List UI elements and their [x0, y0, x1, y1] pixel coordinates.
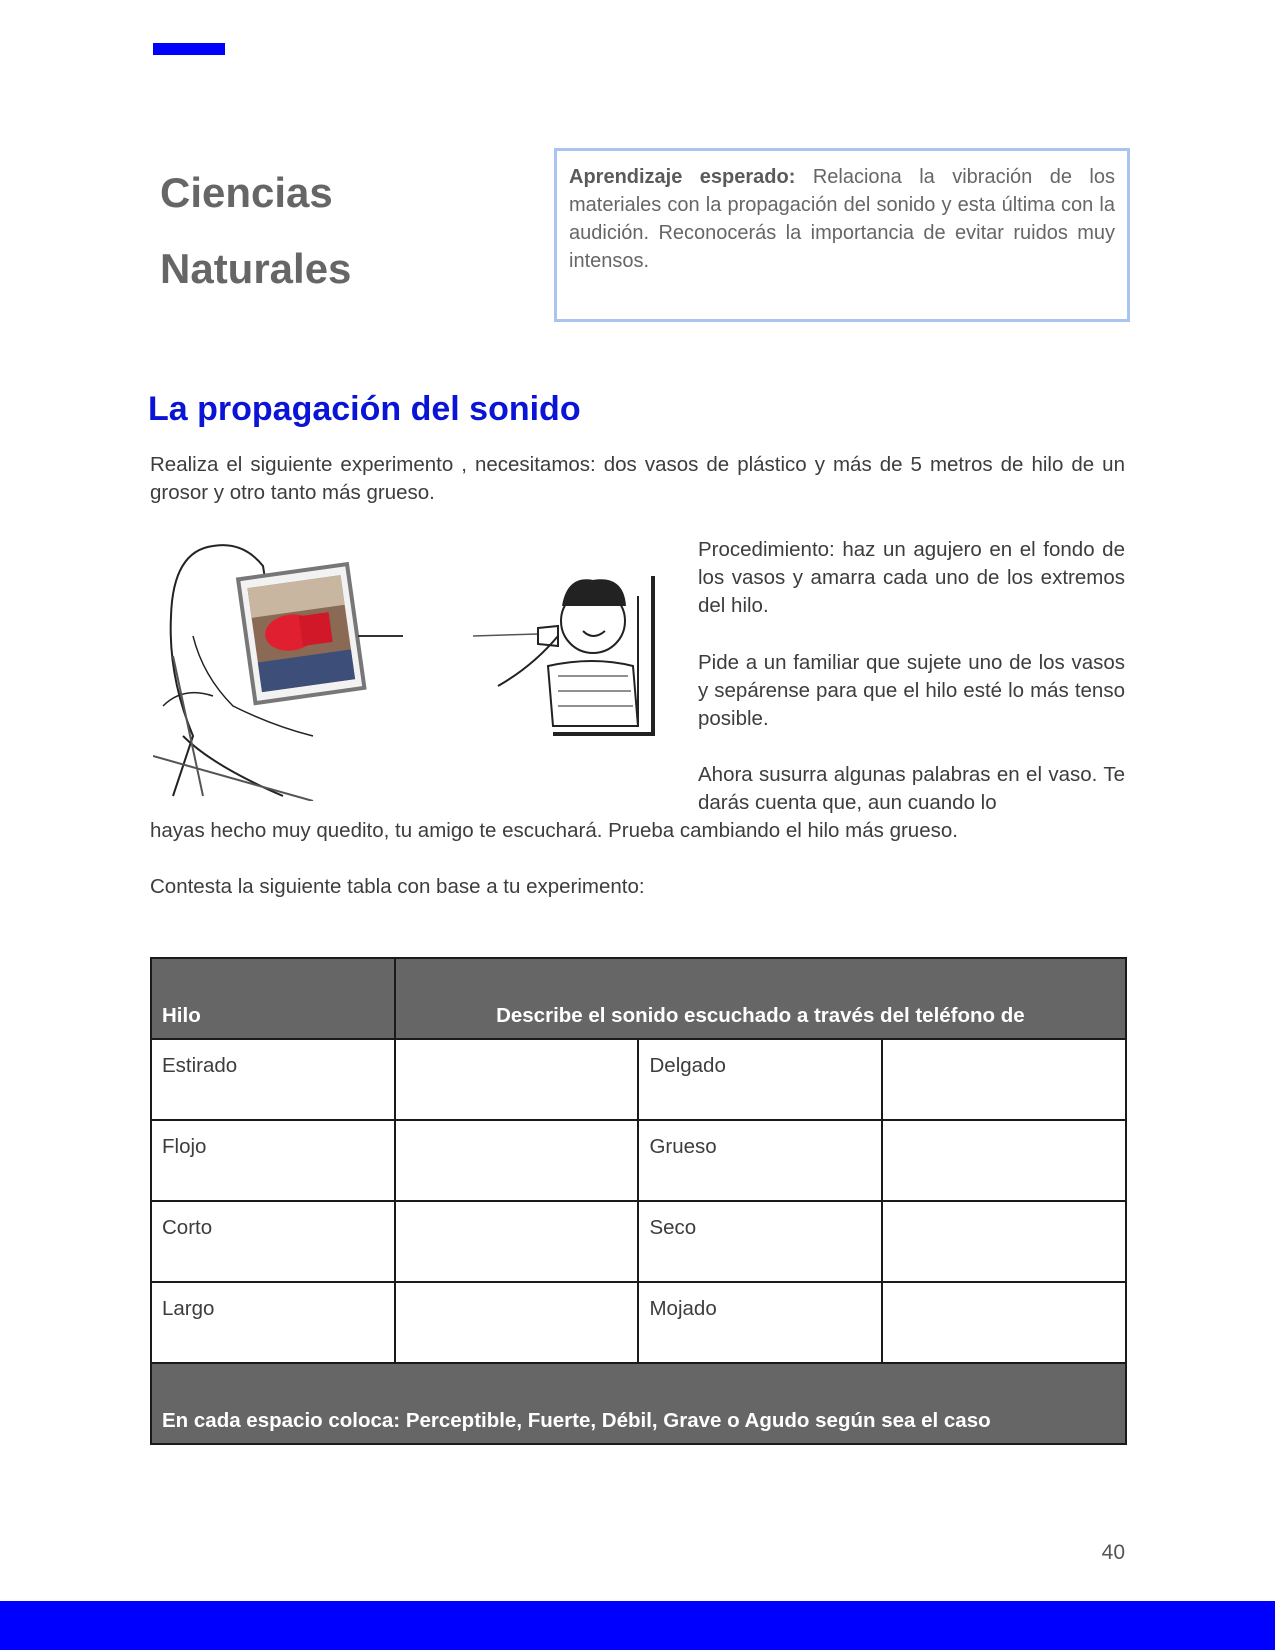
answer-cell[interactable]	[395, 1201, 639, 1282]
row-label-right: Mojado	[638, 1282, 882, 1363]
row-label-right: Seco	[638, 1201, 882, 1282]
procedure-step-3-continued: hayas hecho muy quedito, tu amigo te escuchará. Prueba cambiando el hilo más grueso.	[150, 819, 958, 842]
row-label-left: Flojo	[151, 1120, 395, 1201]
answer-cell[interactable]	[395, 1039, 639, 1120]
experiment-illustration	[153, 536, 683, 801]
row-label-right: Grueso	[638, 1120, 882, 1201]
subject-line-1: Ciencias	[160, 169, 333, 216]
table-header-row	[151, 958, 1126, 1039]
table-row	[151, 1282, 1126, 1363]
section-title: La propagación del sonido	[148, 390, 581, 428]
intro-paragraph: Realiza el siguiente experimento , necesitamos: dos vasos de plástico y más de 5 metros de hilo de un grosor y otro tanto más grueso.	[150, 453, 1125, 504]
answer-cell[interactable]	[395, 1120, 639, 1201]
procedure-step-3: Ahora susurra algunas palabras en el vaso. Te darás cuenta que, aun cuando lo	[698, 763, 1125, 814]
row-label-left: Largo	[151, 1282, 395, 1363]
procedure-step-2: Pide a un familiar que sujete uno de los vasos y sepárense para que el hilo esté lo más tenso posible.	[698, 651, 1125, 730]
learning-text: Relaciona la vibración de los materiales con la propagación del sonido y esta última con la audición. Reconocerás la importancia de evitar ruidos muy intensos.	[569, 166, 1115, 272]
answer-cell[interactable]	[882, 1120, 1126, 1201]
table-row	[151, 1039, 1126, 1120]
learning-objective-box	[554, 148, 1130, 322]
answer-cell[interactable]	[882, 1201, 1126, 1282]
page-number: 40	[1101, 1541, 1125, 1564]
header-hilo: Hilo	[151, 958, 395, 1039]
subject-title	[160, 155, 351, 307]
row-label-right: Delgado	[638, 1039, 882, 1120]
row-label-left: Estirado	[151, 1039, 395, 1120]
header-description: Describe el sonido escuchado a través del teléfono de	[395, 958, 1126, 1039]
procedure-step-1: Procedimiento: haz un agujero en el fondo de los vasos y amarra cada uno de los extremos del hilo.	[698, 538, 1125, 617]
row-label-left: Corto	[151, 1201, 395, 1282]
top-accent-bar	[153, 43, 225, 55]
learning-label: Aprendizaje esperado:	[569, 166, 796, 188]
answer-cell[interactable]	[882, 1039, 1126, 1120]
table-footer-note: En cada espacio coloca: Perceptible, Fuerte, Débil, Grave o Agudo según sea el caso	[151, 1363, 1126, 1444]
table-instruction: Contesta la siguiente tabla con base a tu experimento:	[150, 875, 645, 898]
photo-inset	[238, 564, 364, 703]
boy-figure	[498, 576, 653, 736]
experiment-table	[150, 957, 1127, 1445]
table-row	[151, 1201, 1126, 1282]
table-row	[151, 1120, 1126, 1201]
table-footer-row	[151, 1363, 1126, 1444]
answer-cell[interactable]	[882, 1282, 1126, 1363]
subject-line-2: Naturales	[160, 245, 352, 292]
string-right	[473, 634, 538, 636]
bottom-accent-bar	[0, 1601, 1275, 1650]
answer-cell[interactable]	[395, 1282, 639, 1363]
